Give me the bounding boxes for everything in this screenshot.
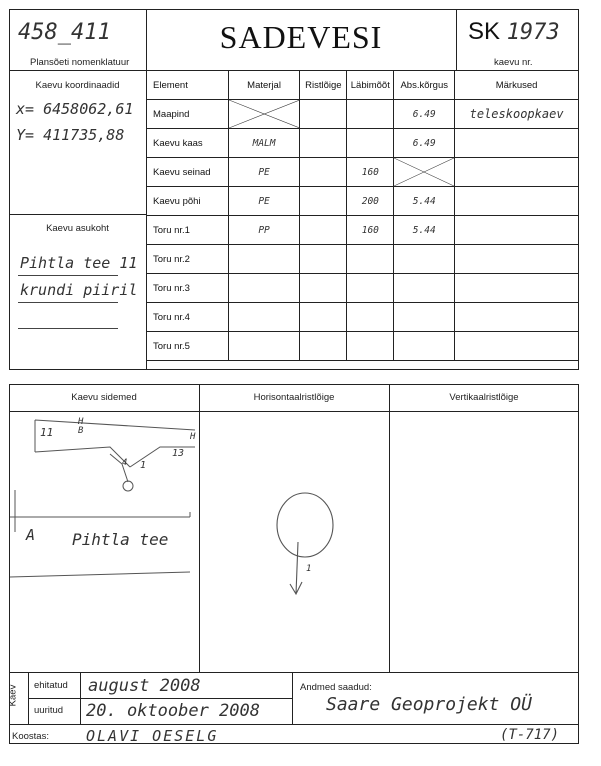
- table-row: [147, 303, 579, 332]
- cell-labimoot: 160: [347, 158, 394, 187]
- cell-element: Toru nr.1: [147, 216, 229, 245]
- sketch-label-4: 4: [122, 458, 128, 468]
- cell-materjal: [228, 100, 300, 129]
- cell-element: Toru nr.2: [147, 245, 229, 274]
- reference-code: (T-717): [500, 727, 560, 743]
- table-row: [147, 274, 579, 303]
- col-material: Materjal: [228, 71, 300, 100]
- table-row: [147, 216, 579, 245]
- footer-right-divider: [292, 672, 293, 724]
- cell-materjal: [228, 245, 300, 274]
- coord-x: x= 6458062,61: [16, 100, 134, 118]
- panel-title-vertical: Vertikaalristlõige: [449, 392, 519, 403]
- sketch-label-13: 13: [172, 448, 185, 459]
- table-row: [147, 245, 579, 274]
- cell-markused: [455, 245, 579, 274]
- cell-materjal: [228, 303, 300, 332]
- cell-element: Kaevu seinad: [147, 158, 229, 187]
- cell-materjal: [228, 332, 300, 361]
- cell-ristloige: [300, 187, 347, 216]
- cell-labimoot: 200: [347, 187, 394, 216]
- cell-abs: 6.49: [394, 100, 455, 129]
- sketch-label-hb: H B: [78, 417, 84, 436]
- footer-kaev-divider: [28, 672, 29, 724]
- table-row: [147, 332, 579, 361]
- location-label: Kaevu asukoht: [46, 223, 109, 234]
- cell-materjal: PP: [228, 216, 300, 245]
- cell-abs: [394, 303, 455, 332]
- location-line2: krundi piiril: [20, 281, 138, 299]
- location-line1: Pihtla tee 11: [20, 254, 138, 272]
- col-element: Element: [147, 71, 229, 100]
- cell-ristloige: [300, 216, 347, 245]
- page-title: SADEVESI: [219, 18, 383, 55]
- surveyed-label: uuritud: [34, 705, 64, 716]
- cell-abs: [394, 158, 455, 187]
- cell-element: Toru nr.3: [147, 274, 229, 303]
- panel-title-connections: Kaevu sidemed: [71, 392, 137, 403]
- well-code-prefix: SK: [468, 18, 501, 45]
- header-right-divider: [456, 9, 457, 70]
- cell-ristloige: [300, 100, 347, 129]
- arrow-label: 1: [306, 564, 312, 574]
- cell-abs: [394, 332, 455, 361]
- location-underline2: [18, 302, 118, 303]
- cell-ristloige: [300, 245, 347, 274]
- cell-labimoot: [347, 332, 394, 361]
- col-diameter: Läbimõõt: [347, 71, 394, 100]
- well-code-number: 1973: [506, 20, 560, 45]
- sketch-label-h: H: [190, 432, 196, 442]
- cell-markused: [455, 332, 579, 361]
- col-notes: Märkused: [455, 71, 579, 100]
- author-value: OLAVI OESELG: [86, 727, 219, 745]
- cell-markused: [455, 274, 579, 303]
- cell-element: Toru nr.4: [147, 303, 229, 332]
- sketch-label-11: 11: [40, 426, 54, 439]
- cell-element: Kaevu kaas: [147, 129, 229, 158]
- author-label: Koostas:: [12, 731, 49, 742]
- table-row: [147, 129, 579, 158]
- cell-markused: [455, 303, 579, 332]
- cell-materjal: PE: [228, 158, 300, 187]
- cell-labimoot: [347, 274, 394, 303]
- cell-element: Maapind: [147, 100, 229, 129]
- cell-materjal: PE: [228, 187, 300, 216]
- coord-y: Y= 411735,88: [16, 126, 125, 144]
- table-row: [147, 187, 579, 216]
- element-table: [146, 70, 579, 361]
- panel-divider-2: [389, 384, 390, 672]
- cell-markused: [455, 158, 579, 187]
- source-value: Saare Geoprojekt OÜ: [326, 694, 532, 715]
- panel-title-horizontal: Horisontaalristlõige: [253, 392, 335, 403]
- cell-markused: [455, 129, 579, 158]
- cell-abs: 6.49: [394, 129, 455, 158]
- cell-element: Kaevu põhi: [147, 187, 229, 216]
- cell-markused: teleskoopkaev: [455, 100, 579, 129]
- horizontal-section-sketch: [200, 412, 389, 672]
- built-label: ehitatud: [34, 680, 68, 691]
- col-cross-section: Ristlõige: [300, 71, 347, 100]
- cell-materjal: MALM: [228, 129, 300, 158]
- footer-label-divider: [80, 672, 81, 724]
- cell-ristloige: [300, 129, 347, 158]
- cell-ristloige: [300, 274, 347, 303]
- built-value: august 2008: [88, 676, 201, 696]
- cell-abs: [394, 245, 455, 274]
- table-header-row: [147, 71, 579, 100]
- col-abs-height: Abs.kõrgus: [394, 71, 455, 100]
- location-underline1: [18, 275, 118, 276]
- surveyed-value: 20. oktoober 2008: [86, 701, 260, 721]
- cell-labimoot: [347, 245, 394, 274]
- nomenclature-label: Plansõeti nomenklatuur: [30, 57, 130, 68]
- cell-markused: [455, 216, 579, 245]
- source-label: Andmed saadud:: [300, 682, 372, 693]
- coords-divider: [9, 214, 146, 215]
- footer-row-divider: [28, 698, 292, 699]
- cell-labimoot: 160: [347, 216, 394, 245]
- coords-label: Kaevu koordinaadid: [35, 80, 120, 91]
- cell-abs: 5.44: [394, 187, 455, 216]
- location-underline3: [18, 328, 118, 329]
- nomenclature-value: 458_411: [18, 20, 111, 45]
- sketch-label-1: 1: [140, 460, 147, 471]
- cell-ristloige: [300, 332, 347, 361]
- footer-kaev: Kaev: [7, 684, 19, 707]
- cell-labimoot: [347, 129, 394, 158]
- table-row: [147, 158, 579, 187]
- cell-ristloige: [300, 303, 347, 332]
- cell-element: Toru nr.5: [147, 332, 229, 361]
- cell-labimoot: [347, 100, 394, 129]
- table-row: [147, 100, 579, 129]
- sketch-road-letter: A: [26, 526, 36, 544]
- footer-mid-line: [9, 724, 579, 725]
- cell-markused: [455, 187, 579, 216]
- cell-ristloige: [300, 158, 347, 187]
- cell-abs: [394, 274, 455, 303]
- sketch-road-name: Pihtla tee: [72, 530, 169, 549]
- well-code: [468, 18, 560, 46]
- cell-materjal: [228, 274, 300, 303]
- cell-labimoot: [347, 303, 394, 332]
- cell-abs: 5.44: [394, 216, 455, 245]
- footer-top-line: [9, 672, 579, 673]
- well-code-label: kaevu nr.: [494, 57, 533, 68]
